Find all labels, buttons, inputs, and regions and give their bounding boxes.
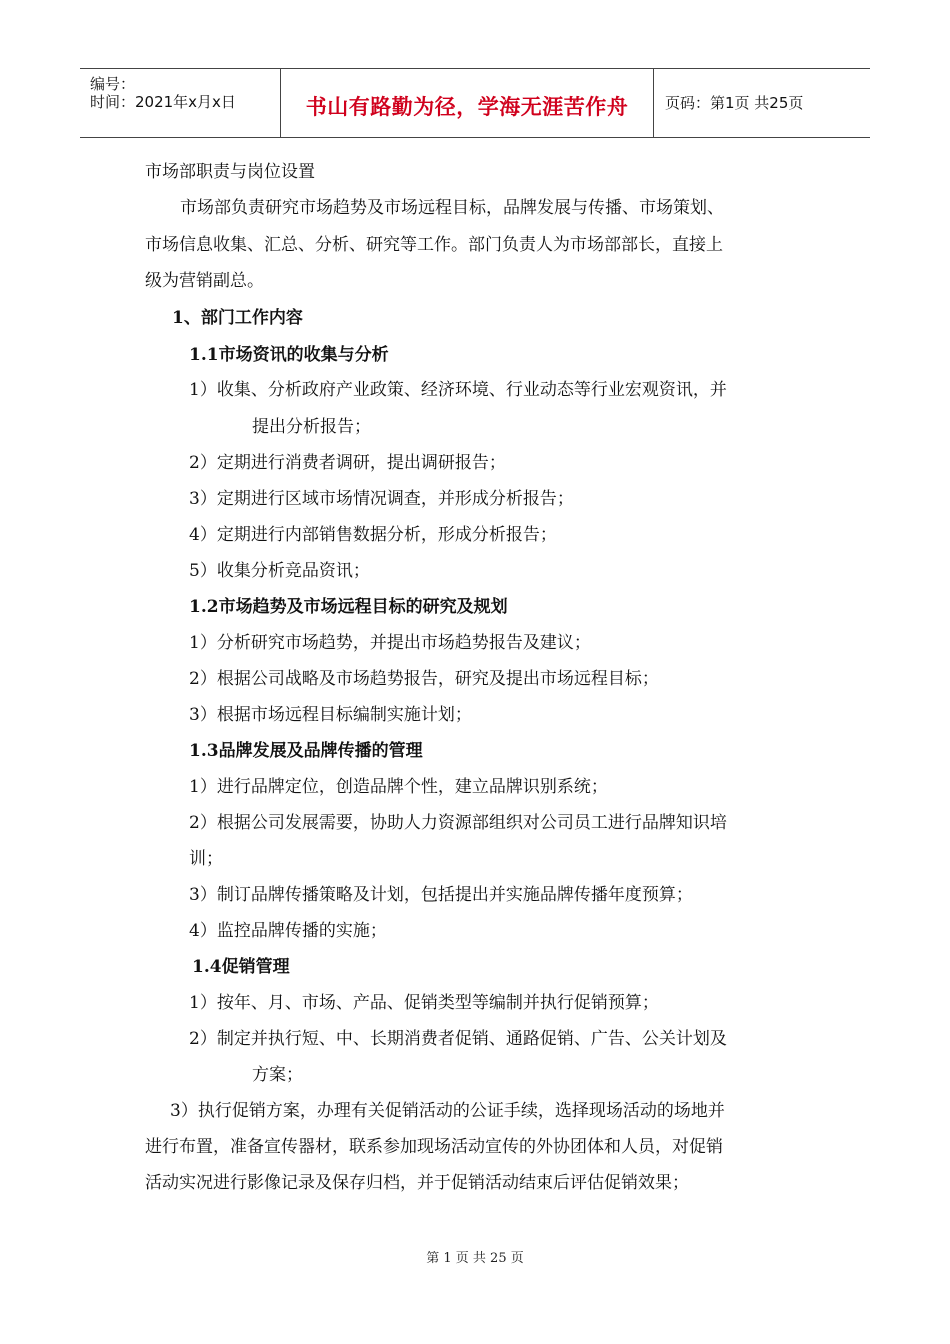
header-page-info: 页码：第1页 共25页 bbox=[665, 94, 804, 112]
intro-line: 级为营销副总。 bbox=[145, 271, 264, 291]
list-item: 方案； bbox=[252, 1065, 303, 1085]
list-item: 活动实况进行影像记录及保存归档，并于促销活动结束后评估促销效果； bbox=[145, 1173, 689, 1193]
list-item: 1）分析研究市场趋势，并提出市场趋势报告及建议； bbox=[189, 633, 591, 653]
subsection-heading: 1.1市场资讯的收集与分析 bbox=[189, 345, 389, 365]
list-item: 2）制定并执行短、中、长期消费者促销、通路促销、广告、公关计划及 bbox=[189, 1029, 727, 1049]
list-item: 提出分析报告； bbox=[252, 417, 371, 437]
list-item: 2）根据公司发展需要，协助人力资源部组织对公司员工进行品牌知识培 bbox=[189, 813, 727, 833]
list-item: 1）收集、分析政府产业政策、经济环境、行业动态等行业宏观资讯，并 bbox=[189, 380, 727, 400]
list-item: 训； bbox=[189, 849, 223, 869]
list-item: 3）制订品牌传播策略及计划，包括提出并实施品牌传播年度预算； bbox=[189, 885, 693, 905]
list-item: 4）监控品牌传播的实施； bbox=[189, 921, 387, 941]
list-item: 3）定期进行区域市场情况调查，并形成分析报告； bbox=[189, 489, 574, 509]
header-motto: 书山有路勤为径，学海无涯苦作舟 bbox=[305, 95, 629, 119]
list-item: 4）定期进行内部销售数据分析，形成分析报告； bbox=[189, 525, 557, 545]
document-date: 时间：2021年x月x日 bbox=[90, 93, 236, 111]
intro-line: 市场部负责研究市场趋势及市场远程目标，品牌发展与传播、市场策划、 bbox=[180, 198, 724, 218]
section-heading: 1、部门工作内容 bbox=[172, 308, 303, 328]
list-item: 1）按年、月、市场、产品、促销类型等编制并执行促销预算； bbox=[189, 993, 659, 1013]
header-motto-cell bbox=[281, 69, 654, 137]
subsection-heading: 1.3品牌发展及品牌传播的管理 bbox=[189, 741, 423, 761]
subsection-heading: 1.2市场趋势及市场远程目标的研究及规划 bbox=[189, 597, 508, 617]
list-item: 2）定期进行消费者调研，提出调研报告； bbox=[189, 453, 506, 473]
document-title: 市场部职责与岗位设置 bbox=[145, 162, 315, 182]
document-number-label: 编号： bbox=[90, 75, 136, 93]
page-header bbox=[80, 68, 870, 138]
list-item: 进行布置，准备宣传器材，联系参加现场活动宣传的外协团体和人员，对促销 bbox=[145, 1137, 723, 1157]
header-meta-cell bbox=[80, 69, 281, 137]
list-item: 3）根据市场远程目标编制实施计划； bbox=[189, 705, 472, 725]
list-item: 1）进行品牌定位，创造品牌个性，建立品牌识别系统； bbox=[189, 777, 608, 797]
page-footer: 第 1 页 共 25 页 bbox=[426, 1251, 524, 1266]
intro-line: 市场信息收集、汇总、分析、研究等工作。部门负责人为市场部部长，直接上 bbox=[145, 235, 723, 255]
list-item: 2）根据公司战略及市场趋势报告，研究及提出市场远程目标； bbox=[189, 669, 659, 689]
list-item: 5）收集分析竞品资讯； bbox=[189, 561, 370, 581]
list-item: 3）执行促销方案，办理有关促销活动的公证手续，选择现场活动的场地并 bbox=[170, 1101, 725, 1121]
subsection-heading: 1.4促销管理 bbox=[192, 957, 290, 977]
